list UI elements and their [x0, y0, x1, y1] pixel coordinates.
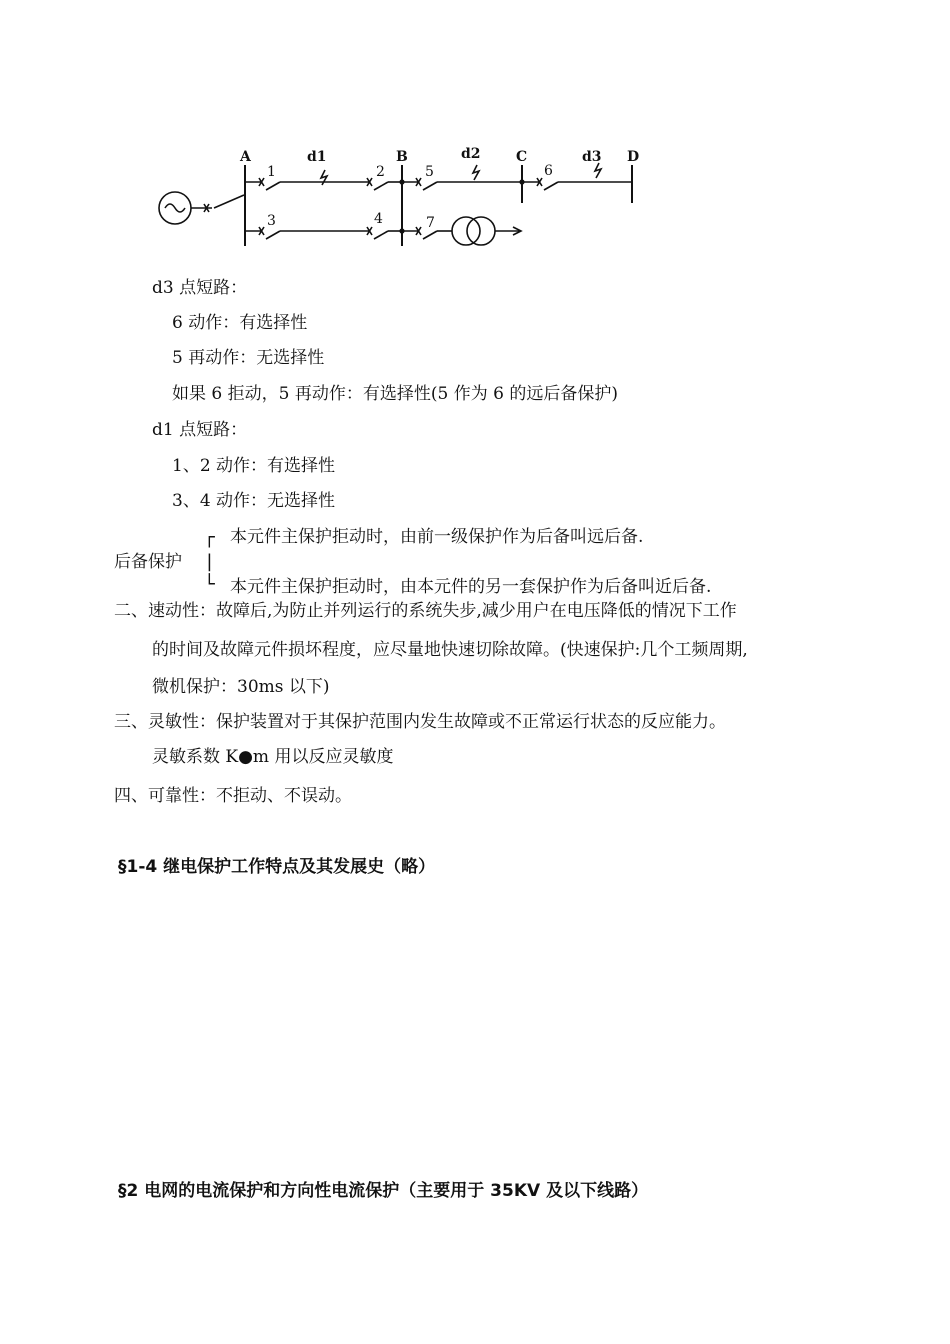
bus-label-a: A — [240, 149, 251, 165]
d3-item-1: 6 动作：有选择性 — [172, 313, 308, 333]
breaker-label-2: 2 — [376, 164, 385, 180]
breaker-label-6: 6 — [544, 163, 553, 179]
backup-label: 后备保护 — [114, 552, 182, 572]
fault-label-d3: d3 — [582, 149, 602, 165]
speed-line-2: 的时间及故障元件损坏程度，应尽量地快速切除故障。(快速保护:几个工频周期, — [152, 640, 748, 660]
bus-label-c: C — [516, 149, 528, 165]
fault-d3-icon — [595, 163, 601, 178]
fault-label-d2: d2 — [461, 146, 481, 162]
bracket-bottom: └ — [204, 574, 215, 595]
fault-label-d1: d1 — [307, 149, 327, 165]
breaker-label-5: 5 — [425, 164, 434, 180]
breaker-label-1: 1 — [267, 164, 276, 180]
d3-item-2: 5 再动作：无选择性 — [172, 348, 325, 368]
backup-remote: 本元件主保护拒动时，由前一级保护作为后备叫远后备. — [230, 527, 644, 547]
section-1-4-heading: §1-4 继电保护工作特点及其发展史（略） — [118, 857, 436, 877]
bus-label-d: D — [627, 149, 640, 165]
reliability-line-1: 四、可靠性：不拒动、不误动。 — [114, 786, 352, 806]
power-system-diagram — [0, 0, 950, 260]
breaker-label-3: 3 — [267, 213, 276, 229]
fault-d2-icon — [473, 165, 479, 180]
section-2-heading: §2 电网的电流保护和方向性电流保护（主要用于 35KV 及以下线路） — [118, 1181, 649, 1201]
breaker-label-4: 4 — [374, 211, 383, 227]
breaker-label-7: 7 — [426, 215, 435, 231]
speed-line-1: 二、速动性：故障后,为防止并列运行的系统失步,减少用户在电压降低的情况下工作 — [114, 601, 737, 621]
d1-item-1: 1、2 动作：有选择性 — [172, 456, 336, 476]
d1-heading: d1 点短路： — [152, 420, 248, 440]
sensitivity-line-2: 灵敏系数 K●m 用以反应灵敏度 — [152, 747, 394, 767]
bus-label-b: B — [396, 149, 408, 165]
bracket-top: ┌ — [204, 527, 215, 548]
backup-local: 本元件主保护拒动时，由本元件的另一套保护作为后备叫近后备. — [230, 577, 712, 597]
d3-item-3: 如果 6 拒动，5 再动作：有选择性(5 作为 6 的远后备保护) — [172, 384, 618, 404]
bracket-middle: | — [204, 551, 215, 572]
sensitivity-line-1: 三、灵敏性：保护装置对于其保护范围内发生故障或不正常运行状态的反应能力。 — [114, 712, 726, 732]
d1-item-2: 3、4 动作：无选择性 — [172, 491, 336, 511]
speed-line-3: 微机保护：30ms 以下) — [152, 677, 330, 697]
d3-heading: d3 点短路： — [152, 278, 248, 298]
transformer-icon — [452, 217, 480, 245]
